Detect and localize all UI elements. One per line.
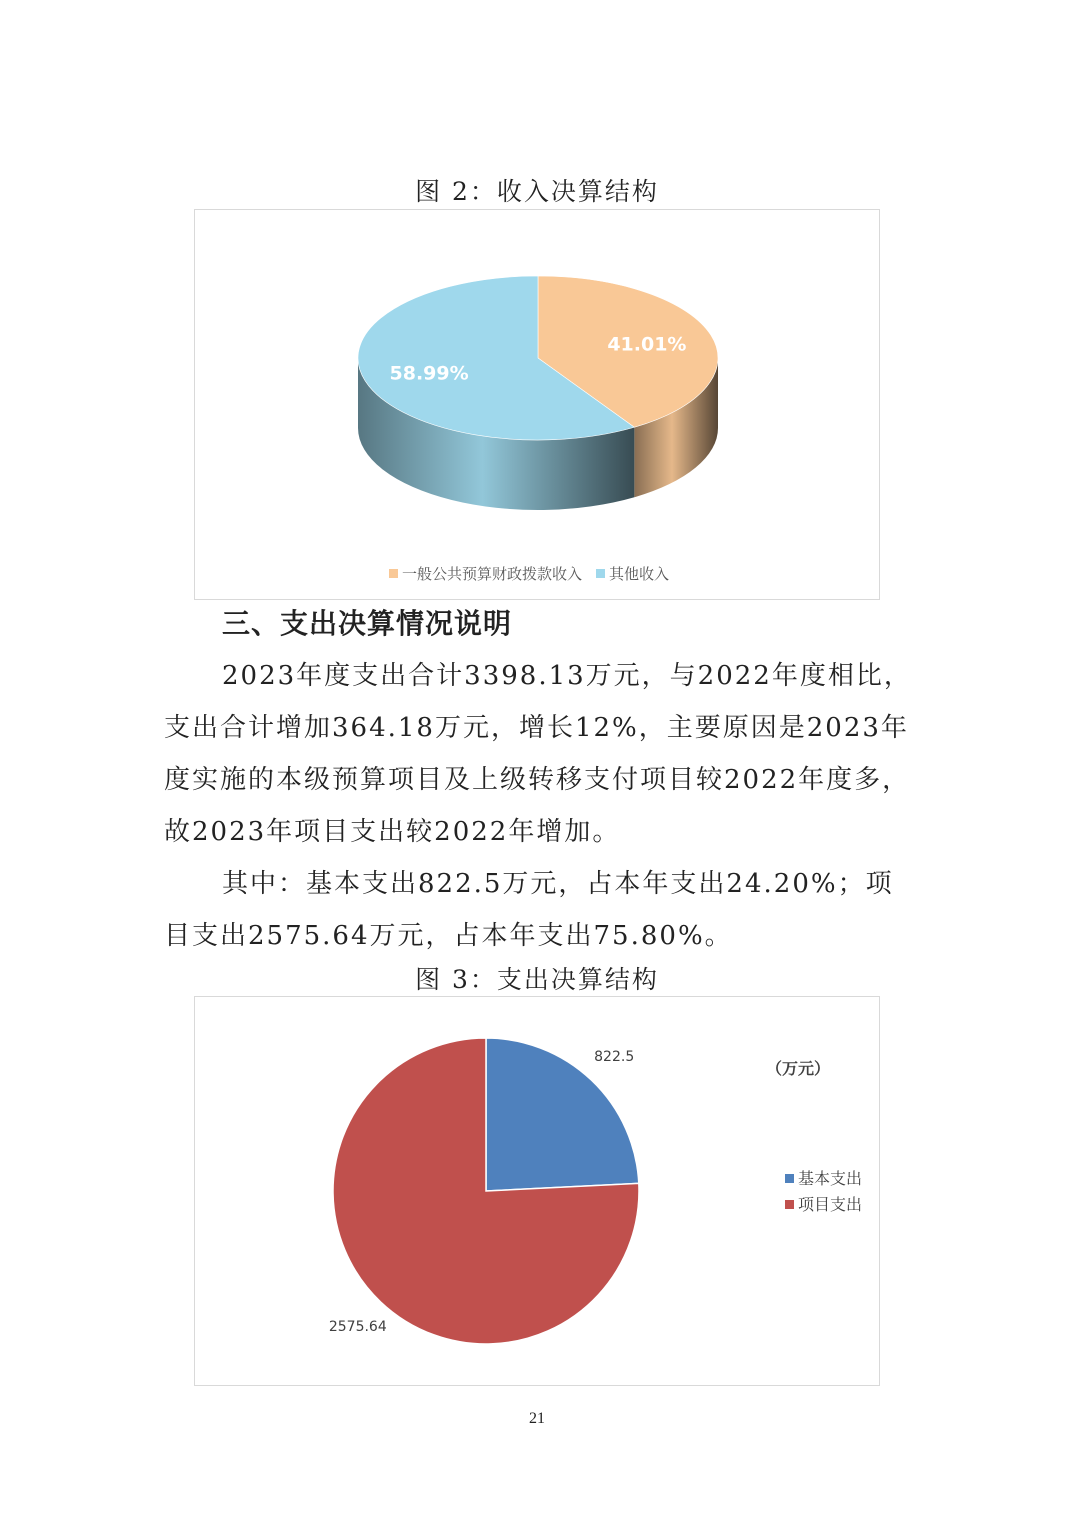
pie1-legend-swatch-1 [596, 569, 605, 578]
pie1-legend-label-0: 一般公共预算财政拨款收入 [402, 565, 583, 583]
page-number: 21 [529, 1410, 545, 1427]
pie1-legend-swatch-0 [389, 569, 398, 578]
expenditure-pie-chart [194, 996, 880, 1386]
pie1-data-label-0: 41.01% [607, 333, 687, 356]
pie2-legend-label-1: 项目支出 [798, 1195, 863, 1214]
income-pie-chart [194, 209, 880, 600]
pie1-data-label-1: 58.99% [389, 362, 469, 385]
pie2-legend-swatch-0 [785, 1174, 794, 1183]
pie1-legend [389, 565, 669, 583]
paragraph-expenditure-split: 其中：基本支出822.5万元，占本年支出24.20%；项目支出2575.64万元，占本年支出75.80%。 [164, 869, 894, 951]
pie2-data-label-0: 822.5 [594, 1049, 635, 1066]
income-pie-svg [195, 210, 881, 601]
pie2-data-label-1: 2575.64 [328, 1318, 387, 1335]
pie2-legend-label-0: 基本支出 [798, 1169, 863, 1188]
figure3-caption: 图 3：支出决算结构 [415, 965, 659, 994]
pie2-unit-label: （万元） [765, 1059, 831, 1078]
pie2-legend [785, 1169, 862, 1214]
pie2-legend-swatch-1 [785, 1200, 794, 1209]
section-heading: 三、支出决算情况说明 [222, 607, 513, 640]
pie1-legend-label-1: 其他收入 [609, 565, 670, 583]
paragraph-expenditure-total: 2023年度支出合计3398.13万元，与2022年度相比，支出合计增加364.18万元，增长12%，主要原因是2023年度实施的本级预算项目及上级转移支付项目较2022年度多，故2023年项目支出较2022年增加。 [164, 661, 912, 847]
expenditure-pie-svg [195, 997, 881, 1387]
figure2-caption: 图 2：收入决算结构 [415, 177, 659, 206]
